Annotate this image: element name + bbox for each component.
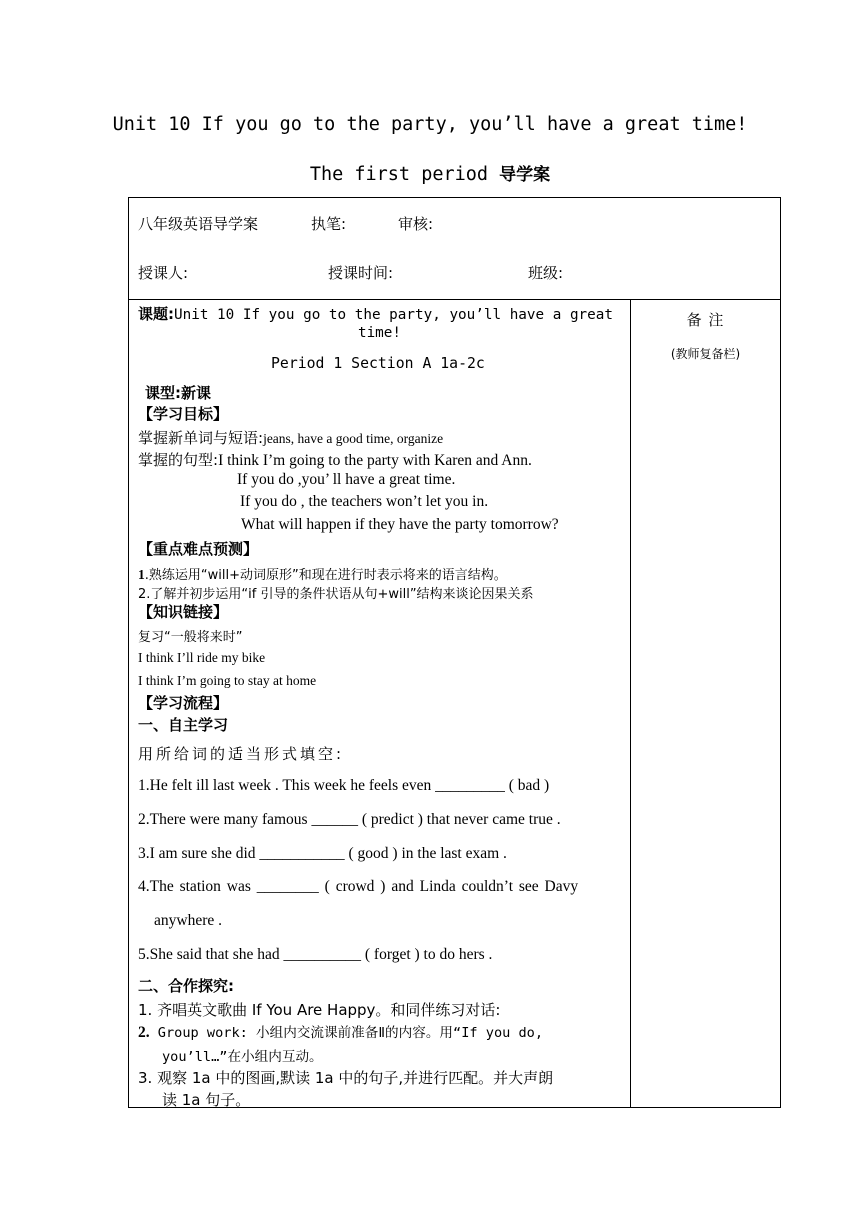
- sentence-2: If you do ,you’ ll have a great time.: [237, 471, 456, 488]
- topic-line-1: [138, 303, 613, 324]
- writer-label: 执笔:: [311, 215, 347, 233]
- exercise-4-cont: anywhere .: [154, 912, 222, 929]
- topic-text-2: time!: [357, 325, 402, 341]
- coop-item-2-num: 2.: [138, 1024, 150, 1041]
- coop-item-2: [138, 1021, 543, 1042]
- exercise-1: 1.He felt ill last week . This week he feels even _________ ( bad ): [138, 777, 550, 794]
- reviewer-label: 审核:: [398, 215, 434, 233]
- exercise-3: 3.I am sure she did ___________ ( good ) in the last exam .: [138, 845, 507, 862]
- objectives-heading: 【学习目标】: [138, 405, 229, 423]
- link-heading: 【知识链接】: [138, 603, 229, 621]
- coop-item-1: 1. 齐唱英文歌曲 If You Are Happy。和同伴练习对话:: [138, 1001, 501, 1019]
- coop-item-2-cont: you’ll…”在小组内互动。: [162, 1049, 323, 1065]
- notes-title: 备 注: [686, 311, 725, 329]
- review-label: 复习“一般将来时”: [138, 630, 243, 645]
- header-row: [129, 198, 780, 300]
- vocab-label: 掌握新单词与短语:: [138, 429, 264, 447]
- grade-label: 八年级英语导学案: [138, 215, 259, 233]
- keypoint-1-num: 1: [138, 567, 145, 582]
- keypoint-2: 2.了解并初步运用“if 引导的条件状语从句+will”结构来谈论因果关系: [138, 587, 534, 602]
- lesson-type: 课型:新课: [145, 384, 211, 402]
- vocab-line: [138, 427, 443, 448]
- keypoint-1-text: .熟练运用“will+动词原形”和现在进行时表示将来的语言结构。: [144, 568, 507, 583]
- sentences-line-1: [138, 449, 532, 470]
- subtitle-cn: 导学案: [499, 165, 551, 185]
- document-subtitle: [0, 160, 860, 186]
- review-example-2: I think I’m going to stay at home: [138, 673, 317, 688]
- main-column: [129, 299, 630, 1107]
- keypoints-heading: 【重点难点预测】: [138, 540, 259, 558]
- subtitle-en: The first period: [309, 164, 500, 185]
- coop-item-2-text: Group work: 小组内交流课前准备Ⅱ的内容。用“If you do,: [149, 1025, 544, 1041]
- sentences-label: 掌握的句型:: [138, 451, 219, 469]
- exercise-2: 2.There were many famous ______ ( predict ) that never came true .: [138, 811, 561, 828]
- notes-subtitle: (教师复备栏): [670, 347, 741, 361]
- topic-text-1: Unit 10 If you go to the party, you’ll have a great: [174, 307, 613, 323]
- class-label: 班级:: [528, 264, 564, 282]
- lesson-table: [128, 197, 781, 1108]
- notes-column: [631, 299, 780, 1107]
- time-label: 授课时间:: [328, 264, 394, 282]
- period-line: Period 1 Section A 1a-2c: [271, 355, 485, 372]
- document-title: Unit 10 If you go to the party, you’ll have a great time!: [112, 114, 748, 135]
- coop-item-3: 3. 观察 1a 中的图画,默读 1a 中的句子,并进行匹配。并大声朗: [138, 1069, 554, 1087]
- topic-label: 课题:: [138, 305, 174, 323]
- review-example-1: I think I’ll ride my bike: [138, 650, 266, 665]
- sentence-3: If you do , the teachers won’t let you in.: [240, 493, 489, 510]
- fill-instruction: 用所给词的适当形式填空:: [138, 745, 345, 763]
- self-study-heading: 一、自主学习: [138, 716, 229, 734]
- coop-item-3-cont: 读 1a 句子。: [162, 1091, 251, 1109]
- process-heading: 【学习流程】: [138, 694, 229, 712]
- exercise-5: 5.She said that she had __________ ( forget ) to do hers .: [138, 946, 493, 963]
- vocab-value: jeans, have a good time, organize: [263, 431, 444, 446]
- coop-heading: 二、合作探究:: [138, 977, 234, 995]
- keypoint-1: [138, 564, 507, 583]
- sentence-1: I think I’m going to the party with Karen and Ann.: [218, 452, 532, 469]
- sentence-4: What will happen if they have the party tomorrow?: [241, 516, 559, 533]
- teacher-label: 授课人:: [138, 264, 189, 282]
- exercise-4: 4.The station was ________ ( crowd ) and Linda couldn’t see Davy: [138, 878, 579, 895]
